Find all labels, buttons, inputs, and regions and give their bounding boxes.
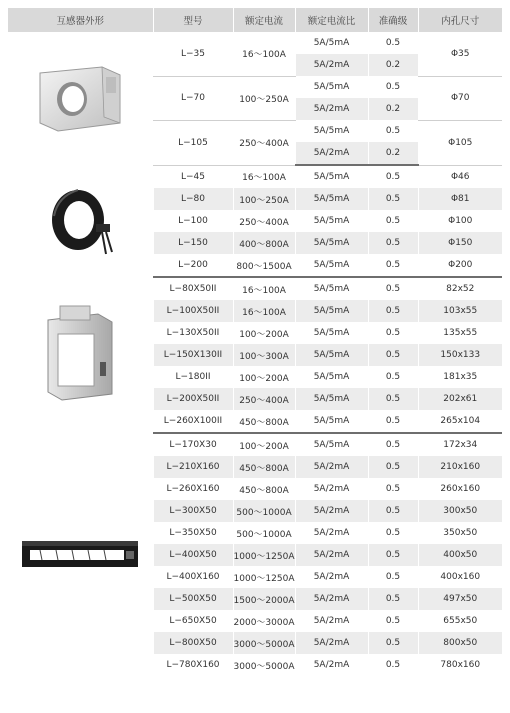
hole-size-cell: 82x52 xyxy=(418,277,502,300)
accuracy-cell: 0.5 xyxy=(368,76,418,98)
model-cell: L−100 xyxy=(153,210,233,232)
accuracy-cell: 0.5 xyxy=(368,433,418,456)
current-ratio-cell: 5A/5mA xyxy=(295,32,368,54)
hole-size-cell: 497x50 xyxy=(418,588,502,610)
hole-size-cell: 181x35 xyxy=(418,366,502,388)
rated-current-cell: 250～400A xyxy=(233,388,295,410)
ct-round-housing-image xyxy=(8,61,153,137)
table-row xyxy=(8,277,502,300)
rated-current-cell: 1000～1250A xyxy=(233,544,295,566)
accuracy-cell: 0.5 xyxy=(368,277,418,300)
accuracy-cell: 0.2 xyxy=(368,142,418,165)
accuracy-cell: 0.5 xyxy=(368,544,418,566)
current-ratio-cell: 5A/5mA xyxy=(295,210,368,232)
table-row xyxy=(8,32,502,54)
accuracy-cell: 0.5 xyxy=(368,500,418,522)
header-model: 型号 xyxy=(153,8,233,32)
rated-current-cell: 16～100A xyxy=(233,32,295,76)
current-ratio-cell: 5A/2mA xyxy=(295,478,368,500)
product-image-cell xyxy=(8,433,153,676)
accuracy-cell: 0.5 xyxy=(368,522,418,544)
current-ratio-cell: 5A/5mA xyxy=(295,410,368,433)
hole-size-cell: Φ100 xyxy=(418,210,502,232)
accuracy-cell: 0.5 xyxy=(368,165,418,188)
accuracy-cell: 0.5 xyxy=(368,456,418,478)
accuracy-cell: 0.5 xyxy=(368,478,418,500)
model-cell: L−200 xyxy=(153,254,233,277)
model-cell: L−200X50II xyxy=(153,388,233,410)
header-row xyxy=(8,8,502,32)
hole-size-cell: 260x160 xyxy=(418,478,502,500)
accuracy-cell: 0.5 xyxy=(368,388,418,410)
product-image-cell xyxy=(8,277,153,433)
rated-current-cell: 16～100A xyxy=(233,165,295,188)
current-ratio-cell: 5A/2mA xyxy=(295,522,368,544)
hole-size-cell: 265x104 xyxy=(418,410,502,433)
accuracy-cell: 0.5 xyxy=(368,410,418,433)
accuracy-cell: 0.2 xyxy=(368,54,418,76)
rated-current-cell: 100～250A xyxy=(233,188,295,210)
rated-current-cell: 100～200A xyxy=(233,366,295,388)
accuracy-cell: 0.5 xyxy=(368,366,418,388)
rated-current-cell: 1000～1250A xyxy=(233,566,295,588)
rated-current-cell: 500～1000A xyxy=(233,500,295,522)
hole-size-cell: Φ105 xyxy=(418,120,502,165)
rated-current-cell: 500～1000A xyxy=(233,522,295,544)
model-cell: L−800X50 xyxy=(153,632,233,654)
accuracy-cell: 0.5 xyxy=(368,322,418,344)
model-cell: L−45 xyxy=(153,165,233,188)
accuracy-cell: 0.5 xyxy=(368,188,418,210)
current-ratio-cell: 5A/2mA xyxy=(295,632,368,654)
transformer-spec-table xyxy=(8,8,502,676)
current-ratio-cell: 5A/2mA xyxy=(295,610,368,632)
rated-current-cell: 100～300A xyxy=(233,344,295,366)
current-ratio-cell: 5A/2mA xyxy=(295,654,368,676)
current-ratio-cell: 5A/5mA xyxy=(295,76,368,98)
header-shape: 互感器外形 xyxy=(8,8,153,32)
current-ratio-cell: 5A/5mA xyxy=(295,188,368,210)
accuracy-cell: 0.5 xyxy=(368,654,418,676)
hole-size-cell: Φ150 xyxy=(418,232,502,254)
header-accuracy: 准确级 xyxy=(368,8,418,32)
accuracy-cell: 0.2 xyxy=(368,98,418,120)
current-ratio-cell: 5A/5mA xyxy=(295,254,368,277)
accuracy-cell: 0.5 xyxy=(368,566,418,588)
model-cell: L−350X50 xyxy=(153,522,233,544)
rated-current-cell: 16～100A xyxy=(233,300,295,322)
accuracy-cell: 0.5 xyxy=(368,632,418,654)
rated-current-cell: 16～100A xyxy=(233,277,295,300)
model-cell: L−210X160 xyxy=(153,456,233,478)
accuracy-cell: 0.5 xyxy=(368,588,418,610)
current-ratio-cell: 5A/5mA xyxy=(295,120,368,142)
accuracy-cell: 0.5 xyxy=(368,254,418,277)
model-cell: L−35 xyxy=(153,32,233,76)
current-ratio-cell: 5A/5mA xyxy=(295,366,368,388)
model-cell: L−180II xyxy=(153,366,233,388)
rated-current-cell: 1500～2000A xyxy=(233,588,295,610)
model-cell: L−780X160 xyxy=(153,654,233,676)
current-ratio-cell: 5A/2mA xyxy=(295,588,368,610)
current-ratio-cell: 5A/2mA xyxy=(295,142,368,165)
rated-current-cell: 250～400A xyxy=(233,210,295,232)
model-cell: L−500X50 xyxy=(153,588,233,610)
model-cell: L−70 xyxy=(153,76,233,120)
current-ratio-cell: 5A/5mA xyxy=(295,165,368,188)
model-cell: L−100X50II xyxy=(153,300,233,322)
hole-size-cell: 300x50 xyxy=(418,500,502,522)
hole-size-cell: 655x50 xyxy=(418,610,502,632)
current-ratio-cell: 5A/2mA xyxy=(295,98,368,120)
current-ratio-cell: 5A/5mA xyxy=(295,300,368,322)
current-ratio-cell: 5A/2mA xyxy=(295,566,368,588)
hole-size-cell: 103x55 xyxy=(418,300,502,322)
current-ratio-cell: 5A/5mA xyxy=(295,433,368,456)
accuracy-cell: 0.5 xyxy=(368,210,418,232)
accuracy-cell: 0.5 xyxy=(368,300,418,322)
accuracy-cell: 0.5 xyxy=(368,32,418,54)
hole-size-cell: 800x50 xyxy=(418,632,502,654)
current-ratio-cell: 5A/5mA xyxy=(295,232,368,254)
header-hole-size: 内孔尺寸 xyxy=(418,8,502,32)
accuracy-cell: 0.5 xyxy=(368,232,418,254)
current-ratio-cell: 5A/5mA xyxy=(295,277,368,300)
current-ratio-cell: 5A/2mA xyxy=(295,456,368,478)
model-cell: L−170X30 xyxy=(153,433,233,456)
model-cell: L−400X50 xyxy=(153,544,233,566)
rated-current-cell: 2000～3000A xyxy=(233,610,295,632)
spec-table-container xyxy=(8,8,502,676)
rated-current-cell: 3000～5000A xyxy=(233,632,295,654)
table-row xyxy=(8,433,502,456)
hole-size-cell: 780x160 xyxy=(418,654,502,676)
model-cell: L−260X160 xyxy=(153,478,233,500)
accuracy-cell: 0.5 xyxy=(368,610,418,632)
model-cell: L−80X50II xyxy=(153,277,233,300)
current-ratio-cell: 5A/5mA xyxy=(295,344,368,366)
hole-size-cell: Φ35 xyxy=(418,32,502,76)
rated-current-cell: 400～800A xyxy=(233,232,295,254)
hole-size-cell: 400x160 xyxy=(418,566,502,588)
model-cell: L−150X130II xyxy=(153,344,233,366)
rated-current-cell: 450～800A xyxy=(233,478,295,500)
hole-size-cell: 350x50 xyxy=(418,522,502,544)
ct-rectangular-window-image xyxy=(8,302,153,408)
product-image-cell xyxy=(8,165,153,277)
model-cell: L−80 xyxy=(153,188,233,210)
ct-long-bar-image xyxy=(8,537,153,573)
hole-size-cell: Φ46 xyxy=(418,165,502,188)
hole-size-cell: Φ200 xyxy=(418,254,502,277)
model-cell: L−105 xyxy=(153,120,233,165)
current-ratio-cell: 5A/5mA xyxy=(295,388,368,410)
rated-current-cell: 100～200A xyxy=(233,322,295,344)
accuracy-cell: 0.5 xyxy=(368,120,418,142)
model-cell: L−260X100II xyxy=(153,410,233,433)
rated-current-cell: 250～400A xyxy=(233,120,295,165)
header-current-ratio: 额定电流比 xyxy=(295,8,368,32)
rated-current-cell: 800～1500A xyxy=(233,254,295,277)
rated-current-cell: 100～250A xyxy=(233,76,295,120)
ct-black-ring-image xyxy=(8,176,153,266)
product-image-cell xyxy=(8,32,153,165)
model-cell: L−400X160 xyxy=(153,566,233,588)
header-rated-current: 额定电流 xyxy=(233,8,295,32)
hole-size-cell: 135x55 xyxy=(418,322,502,344)
rated-current-cell: 450～800A xyxy=(233,456,295,478)
current-ratio-cell: 5A/2mA xyxy=(295,54,368,76)
hole-size-cell: 172x34 xyxy=(418,433,502,456)
current-ratio-cell: 5A/2mA xyxy=(295,544,368,566)
hole-size-cell: 400x50 xyxy=(418,544,502,566)
rated-current-cell: 100～200A xyxy=(233,433,295,456)
rated-current-cell: 450～800A xyxy=(233,410,295,433)
table-row xyxy=(8,165,502,188)
model-cell: L−650X50 xyxy=(153,610,233,632)
rated-current-cell: 3000～5000A xyxy=(233,654,295,676)
hole-size-cell: 210x160 xyxy=(418,456,502,478)
hole-size-cell: Φ81 xyxy=(418,188,502,210)
hole-size-cell: 150x133 xyxy=(418,344,502,366)
accuracy-cell: 0.5 xyxy=(368,344,418,366)
model-cell: L−300X50 xyxy=(153,500,233,522)
hole-size-cell: 202x61 xyxy=(418,388,502,410)
model-cell: L−130X50II xyxy=(153,322,233,344)
current-ratio-cell: 5A/5mA xyxy=(295,322,368,344)
current-ratio-cell: 5A/2mA xyxy=(295,500,368,522)
hole-size-cell: Φ70 xyxy=(418,76,502,120)
model-cell: L−150 xyxy=(153,232,233,254)
